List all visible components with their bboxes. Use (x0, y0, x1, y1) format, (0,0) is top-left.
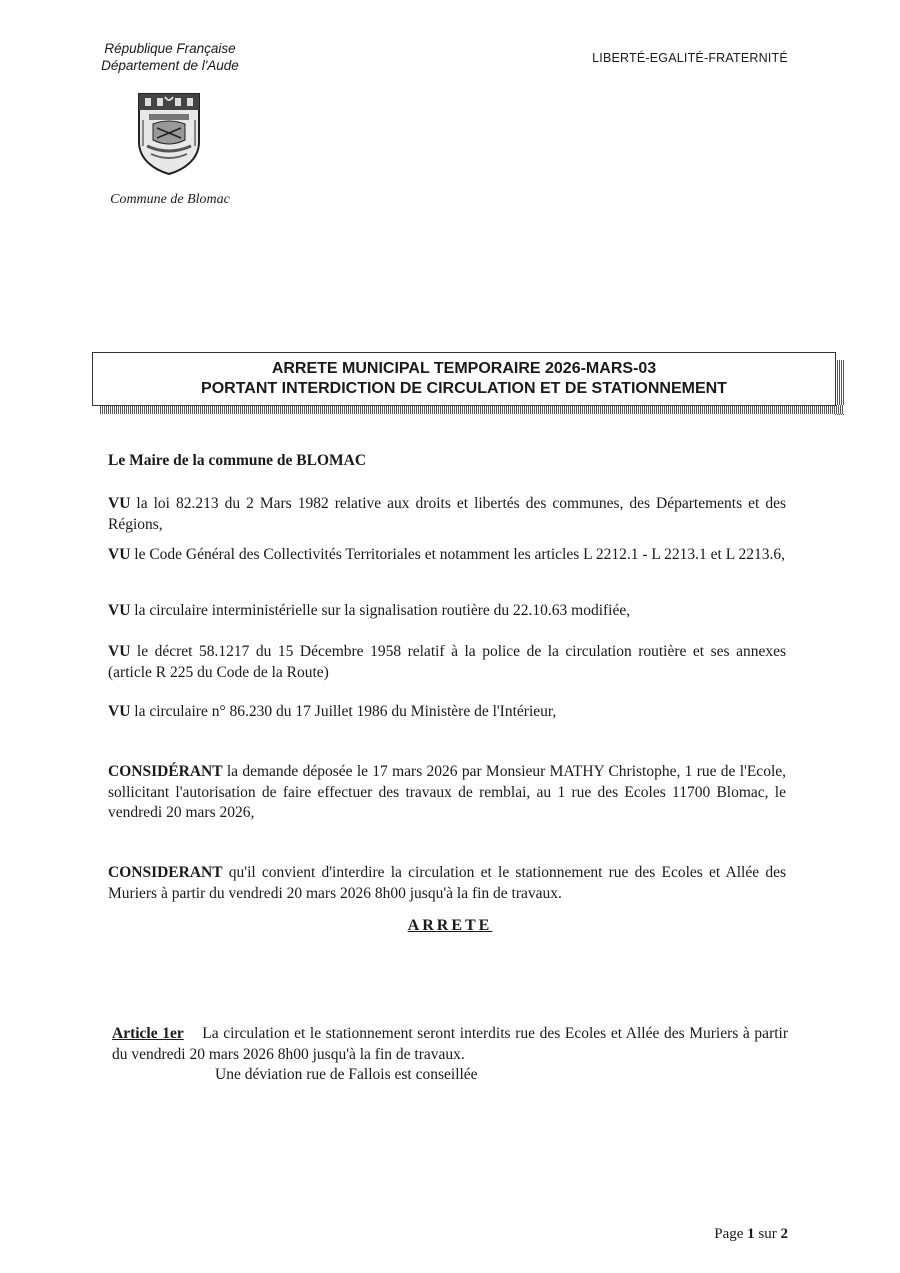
motto: LIBERTÉ-EGALITÉ-FRATERNITÉ (592, 51, 788, 65)
vu-paragraph-2 (108, 545, 786, 566)
vu-text: la circulaire interministérielle sur la signalisation routière du 22.10.63 modifiée, (130, 602, 631, 619)
mayor-heading: Le Maire de la commune de BLOMAC (108, 452, 367, 469)
article-1 (112, 1024, 788, 1065)
vu-text: la loi 82.213 du 2 Mars 1982 relative aux droits et libertés des communes, des Départements et des Régions, (108, 495, 786, 533)
considerant-text: la demande déposée le 17 mars 2026 par Monsieur MATHY Christophe, 1 rue de l'Ecole, sollicitant l'autorisation de faire effectuer des travaux de remblai, au 1 rue des Ecoles 11700 Blomac, le vendredi 20 mars 2026, (108, 763, 786, 821)
vu-label: VU (108, 602, 131, 619)
page-middle: sur (754, 1226, 781, 1242)
article-1-note: Une déviation rue de Fallois est conseillée (215, 1066, 478, 1083)
considerant-text: qu'il convient d'interdire la circulation et le stationnement rue des Ecoles et Allée des Muriers à partir du vendredi 20 mars 2026 8h00 jusqu'à la fin de travaux. (108, 864, 786, 902)
vu-label: VU (108, 703, 131, 720)
page-total: 2 (780, 1226, 788, 1242)
vu-paragraph-5 (108, 702, 786, 723)
article-1-text: La circulation et le stationnement seront interdits rue des Ecoles et Allée des Muriers à partir du vendredi 20 mars 2026 8h00 jusqu'à la fin de travaux. (112, 1025, 788, 1063)
title-line-2: PORTANT INTERDICTION DE CIRCULATION ET DE STATIONNEMENT (201, 380, 727, 397)
coat-of-arms-icon (135, 90, 203, 176)
vu-text: le décret 58.1217 du 15 Décembre 1958 relatif à la police de la circulation routière et ses annexes (article R 225 du Code de la Route) (108, 643, 786, 681)
vu-label: VU (108, 643, 131, 660)
title-box (92, 352, 836, 406)
vu-paragraph-3 (108, 601, 786, 622)
title-box-shadow-bottom (100, 405, 844, 414)
page-number (640, 1226, 788, 1243)
page-prefix: Page (714, 1226, 748, 1242)
considerant-label: CONSIDERANT (108, 864, 223, 881)
considerant-paragraph-1 (108, 762, 786, 824)
article-1-label: Article 1er (112, 1025, 184, 1042)
considerant-label: CONSIDÉRANT (108, 763, 223, 780)
page-current: 1 (747, 1226, 755, 1242)
title-line-1: ARRETE MUNICIPAL TEMPORAIRE 2026-MARS-03 (271, 360, 657, 377)
arrete-heading: ARRETE (407, 917, 493, 934)
vu-paragraph-4 (108, 642, 786, 683)
vu-label: VU (108, 546, 131, 563)
commune-name: Commune de Blomac (110, 192, 230, 207)
vu-paragraph-1 (108, 494, 786, 535)
considerant-paragraph-2 (108, 863, 786, 904)
header-left (80, 40, 260, 74)
departement-text: Département de l'Aude (101, 58, 239, 73)
vu-label: VU (108, 495, 131, 512)
vu-text: la circulaire n° 86.230 du 17 Juillet 1986 du Ministère de l'Intérieur, (130, 703, 557, 720)
republique-text: République Française (104, 41, 236, 56)
vu-text: le Code Général des Collectivités Territoriales et notamment les articles L 2212.1 - L 2213.1 et L 2213.6, (130, 546, 786, 563)
